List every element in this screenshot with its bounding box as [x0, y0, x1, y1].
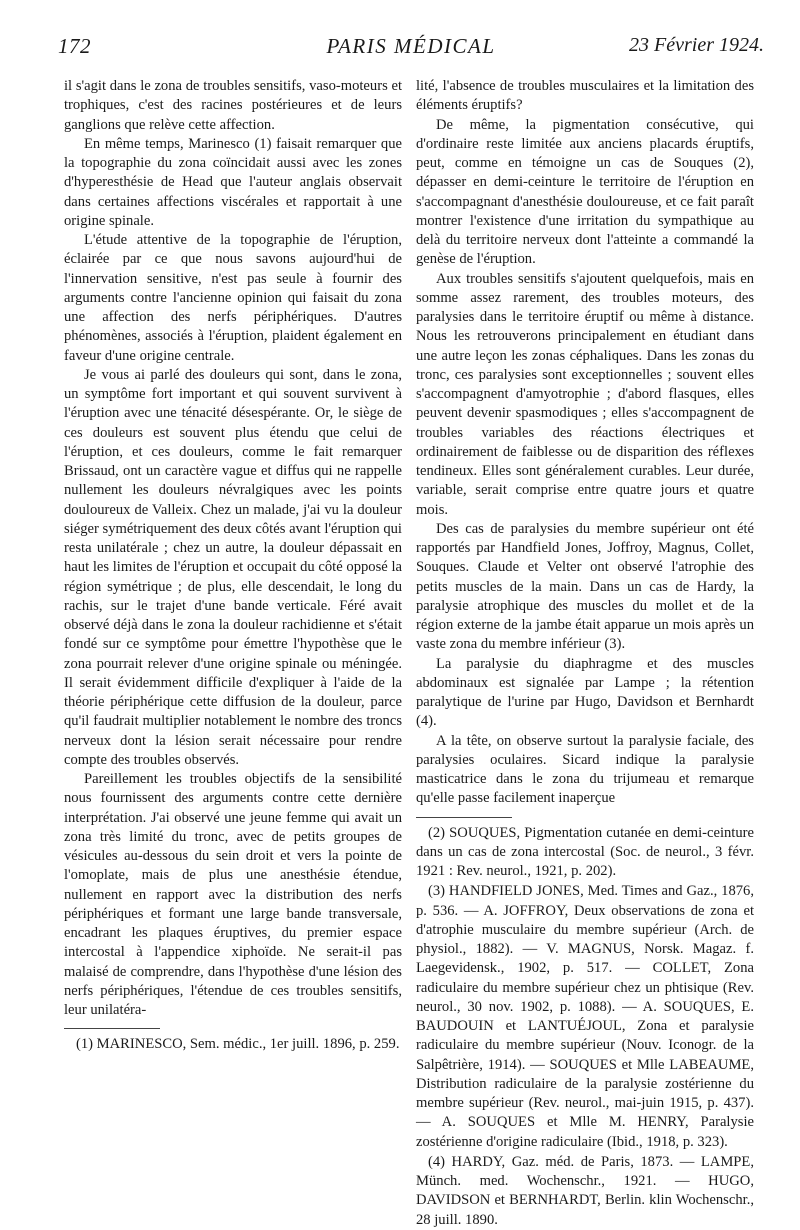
footnote-divider [416, 817, 512, 818]
footnote: (3) HANDFIELD JONES, Med. Times and Gaz., 1876, p. 536. — A. JOFFROY, Deux observations de zona et d'atrophie musculaire du membre supérieur (Arch. de physiol., 1882). — V. MAGNUS, Norsk. Magaz. f. Laegevidensk., 1902, p. 517. — COLLET, Zona radiculaire du membre supérieur chez un phtisique (Rev. neurol., 30 nov. 1902, p. 1088). — A. SOUQUES, E. BAUDOUIN et LANTUÉJOUL, Zona et paralysie radiculaire du membre supérieur (Nouv. Iconogr. de la Salpêtrière, 1914). — SOUQUES et Mlle LABEAUME, Distribution radiculaire de la paralysie zostérienne du membre supérieur (Rev. neurol., mai-juin 1915, p. 437). — A. SOUQUES et Mlle M. HENRY, Paralysie zostérienne d'origine radiculaire (Ibid., 1918, p. 323). [416, 883, 754, 1150]
footnote: (4) HARDY, Gaz. méd. de Paris, 1873. — LAMPE, Münch. med. Wochenschr., 1921. — HUGO, DAVIDSON et BERNHARDT, Berlin. klin Wochenschr., 28 juill. 1890. [416, 1153, 754, 1228]
paragraph: L'étude attentive de la topographie de l'éruption, éclairée par ce que nous savons aujourd'hui de l'innervation sensitive, n'est pas seule à fournir des arguments contre l'ancienne opinion qui faisait du zona une affection des nerfs périphériques. D'autres phénomènes, associés à l'éruption, plaident également en faveur d'une origine centrale. [64, 232, 402, 364]
footnote-divider [64, 1028, 160, 1029]
footnote: (2) SOUQUES, Pigmentation cutanée en demi-ceinture dans un cas de zona intercostal (Soc. de neurol., 3 févr. 1921 : Rev. neurol., 1921, p. 202). [416, 824, 754, 879]
footnote: (1) MARINESCO, Sem. médic., 1er juill. 1896, p. 259. [76, 1036, 400, 1053]
paragraph: En même temps, Marinesco (1) faisait remarquer que la topographie du zona coïncidait aussi avec les zones d'hyperesthésie de Head que l'auteur anglais observait dans certaines affections viscérales et rapportait à une origine spinale. [64, 135, 402, 229]
paragraph: A la tête, on observe surtout la paralysie faciale, des paralysies oculaires. Sicard indique la paralysie masticatrice dans le zona du trijumeau et remarque qu'elle passe facilement inaperçue [416, 732, 754, 807]
paragraph: Des cas de paralysies du membre supérieur ont été rapportés par Handfield Jones, Joffroy, Magnus, Collet, Souques. Claude et Velter ont observé l'atrophie des petits muscles de la main. Dans un cas de Hardy, la paralysie atrophique des muscles du mollet et de la région externe de la jambe était apparue un mois après un vaste zona du membre inférieur (3). [416, 520, 754, 653]
paragraph: Pareillement les troubles objectifs de la sensibilité nous fournissent des arguments contre cette dernière interprétation. J'ai observé une jeune femme qui avait un zona très limité du tronc, avec de petits groupes de vésicules au-dessous du sein droit et vers la pointe de l'omoplate, mais de plus une anesthésie étendue, nullement en rapport avec la distribution des nerfs périphériques et formant une large bande transversale, encadrant les plaques éruptives, du premier espace intercostal à l'appendice xiphoïde. Ne serait-il pas malaisé de comprendre, dans l'hypothèse d'une lésion des nerfs périphériques, l'étendue de ces troubles sensitifs, leur unilatéra- [64, 771, 402, 1018]
journal-title: PARIS MÉDICAL [326, 34, 496, 58]
left-column [64, 77, 402, 1055]
paragraph: De même, la pigmentation consécutive, qui d'ordinaire reste limitée aux anciens placards éruptifs, peut, comme en témoigne un cas de Souques (2), dépasser en demi-ceinture le territoire de l'éruption en s'accompagnant d'anesthésie douloureuse, et ce fait paraît montrer l'existence d'une irritation du sympathique au delà du territoire nerveux dont l'atteinte a commandé la genèse de l'éruption. [416, 116, 754, 268]
paragraph: Je vous ai parlé des douleurs qui sont, dans le zona, un symptôme fort important et qui souvent survivent à l'éruption avec une ténacité désespérante. Or, le siège de ces douleurs est souvent plus étendu que celui de l'éruption, et ces douleurs, comme le fait remarquer Brissaud, ont un caractère vague et diffus qui ne rappelle nullement les douleurs névralgiques avec les points douloureux de Valleix. Chez un malade, j'ai vu la douleur siéger symétriquement des deux côtés avant l'éruption qui resta unilatérale ; chez un autre, la douleur dépassait en haut les limites de l'éruption et occupait du côté opposé la région symétrique ; de plus, elle descendait, le long du rachis, sur le trajet d'une bande verticale. Féré avait observé déjà dans le zona la douleur rachidienne et s'était fondé sur ce symptôme pour émettre l'hypothèse que le zona pourrait relever d'une origine spinale ou méningée. Il serait évidemment difficile d'expliquer à l'aide de la théorie périphérique cette diffusion de la douleur, parce qu'il faudrait multiplier notablement le nombre des troncs nerveux dont la lésion serait nécessaire pour rendre compte des troubles observés. [64, 366, 402, 768]
right-column [416, 77, 754, 1230]
page-number: 172 [58, 34, 91, 58]
paragraph: il s'agit dans le zona de troubles sensitifs, vaso-moteurs et trophiques, c'est des racines postérieures et de leurs ganglions que relève cette affection. [64, 78, 402, 133]
issue-date: 23 Février 1924. [629, 34, 764, 56]
running-header [58, 34, 764, 64]
paragraph: Aux troubles sensitifs s'ajoutent quelquefois, mais en somme assez rarement, des troubles moteurs, des paralysies dans le territoire éruptif ou même à distance. Nous les retrouverons principalement en étudiant dans une autre leçon les zonas céphaliques. Dans les zonas du tronc, ces paralysies sont exceptionnelles ; souvent elles s'accompagnent d'amyotrophie ; d'abord flasques, elles peuvent devenir spasmodiques ; elles s'accompagnent de troubles variables des réactions électriques et ordinairement de faiblesse ou de disparition des réflexes tendineux. Elles sont généralement curables. Leur durée, variable, serait comprise entre quatre jours et quatre mois. [416, 270, 754, 518]
paragraph: La paralysie du diaphragme et des muscles abdominaux est signalée par Lampe ; la rétention paralytique de l'urine par Hugo, Davidson et Bernhardt (4). [416, 655, 754, 730]
paragraph: lité, l'absence de troubles musculaires et la limitation des éléments éruptifs? [416, 78, 754, 114]
